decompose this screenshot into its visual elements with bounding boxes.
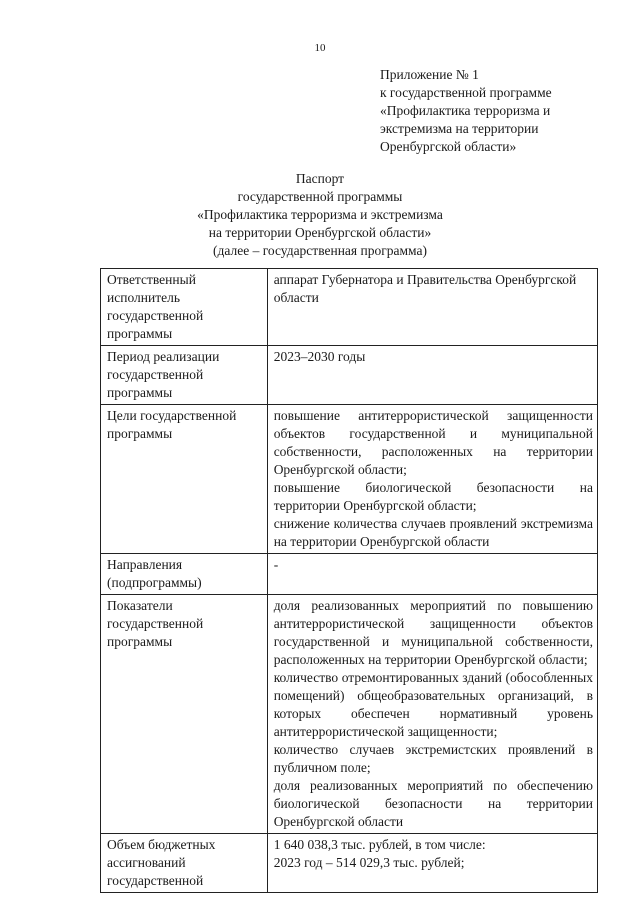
appendix-line: Оренбургской области»: [380, 139, 517, 154]
table-row: [101, 834, 598, 893]
title-line: государственной программы: [237, 189, 403, 204]
row-label: Направления (подпрограммы): [101, 554, 268, 595]
appendix-line: экстремизма на территории: [380, 121, 539, 136]
value-paragraph: снижение количества случаев проявлений экстремизма на территории Оренбургской области: [273, 516, 593, 549]
appendix-line: Приложение № 1: [380, 67, 479, 82]
value-paragraph: количество отремонтированных зданий (обособленных помещений) общеобразовательных организаций, в которых обеспечен нормативный уровень антитеррористической защищенности;: [273, 670, 593, 739]
value-paragraph: 2023–2030 годы: [273, 349, 366, 364]
value-paragraph: 2023 год – 514 029,3 тыс. рублей;: [273, 855, 465, 870]
title-line: Паспорт: [295, 171, 345, 186]
table-row: [101, 269, 598, 346]
document-title: [0, 170, 640, 260]
appendix-block: [380, 66, 552, 156]
value-paragraph: повышение антитеррористической защищенности объектов государственной и муниципальной собственности, расположенных на территории Оренбургской области;: [273, 408, 593, 477]
row-label: Объем бюджетных ассигнований государственной: [101, 834, 268, 893]
row-label: Период реализации государственной программы: [101, 346, 268, 405]
row-label: Показатели государственной программы: [101, 595, 268, 834]
row-label: Ответственный исполнитель государственной программы: [101, 269, 268, 346]
table-row: [101, 346, 598, 405]
title-line: на территории Оренбургской области»: [208, 225, 432, 240]
title-line: (далее – государственная программа): [213, 243, 427, 258]
row-value: [267, 346, 597, 405]
row-value: [267, 269, 597, 346]
table-row: [101, 554, 598, 595]
value-paragraph: доля реализованных мероприятий по обеспечению биологической безопасности на территории Оренбургской области: [273, 778, 593, 829]
table-row: [101, 595, 598, 834]
value-paragraph: количество случаев экстремистских проявлений в публичном поле;: [273, 742, 593, 775]
value-paragraph: аппарат Губернатора и Правительства Оренбургской области: [273, 272, 577, 305]
appendix-line: к государственной программе: [380, 85, 552, 100]
table-row: [101, 405, 598, 554]
page-number: 10: [314, 42, 326, 54]
title-line: «Профилактика терроризма и экстремизма: [197, 207, 443, 222]
value-paragraph: повышение биологической безопасности на территории Оренбургской области;: [273, 480, 593, 513]
value-paragraph: -: [273, 557, 279, 572]
row-value: [267, 554, 597, 595]
appendix-line: «Профилактика терроризма и: [380, 103, 551, 118]
value-paragraph: 1 640 038,3 тыс. рублей, в том числе:: [273, 837, 486, 852]
row-label: Цели государственной программы: [101, 405, 268, 554]
row-value: [267, 595, 597, 834]
passport-table: [100, 268, 598, 893]
row-value: [267, 834, 597, 893]
value-paragraph: доля реализованных мероприятий по повышению антитеррористической защищенности объектов государственной и муниципальной собственности, расположенных на территории Оренбургской области;: [273, 598, 593, 667]
row-value: [267, 405, 597, 554]
